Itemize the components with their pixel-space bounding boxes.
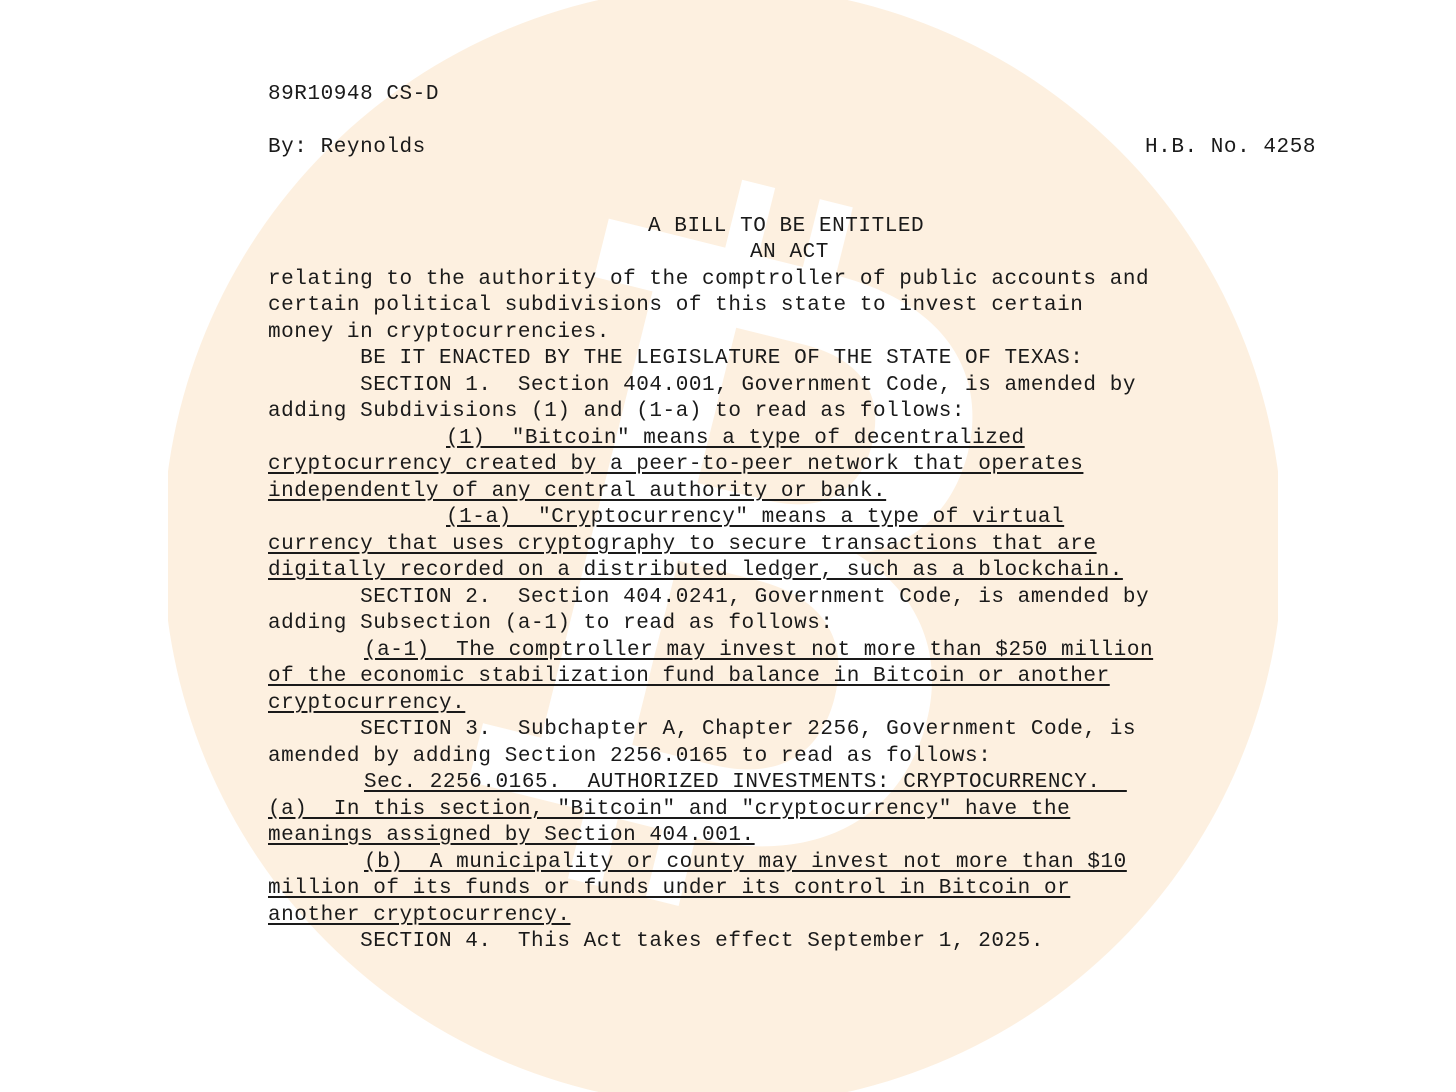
- section-heading: SECTION 3. Subchapter A, Chapter 2256, Government Code, is: [268, 718, 1137, 741]
- amendment-line: independently of any central authority or bank.: [268, 480, 887, 503]
- body-line: adding Subdivisions (1) and (1-a) to read as follows:: [268, 400, 966, 423]
- amendment-line: (b) A municipality or county may invest not more than $10: [364, 851, 1127, 874]
- body-line: amended by adding Section 2256.0165 to read as follows:: [268, 745, 992, 768]
- body-line: adding Subsection (a-1) to read as follows:: [268, 612, 834, 635]
- amendment-line: (a) In this section, "Bitcoin" and "cryptocurrency" have the: [268, 798, 1071, 821]
- amendment-line: of the economic stabilization fund balance in Bitcoin or another: [268, 665, 1110, 688]
- section-heading: SECTION 4. This Act takes effect September 1, 2025.: [268, 930, 1044, 953]
- amendment-line: meanings assigned by Section 404.001.: [268, 824, 755, 847]
- enacting-clause: BE IT ENACTED BY THE LEGISLATURE OF THE STATE OF TEXAS:: [268, 347, 1084, 370]
- body-line: certain political subdivisions of this state to invest certain: [268, 294, 1084, 317]
- bill-code: 89R10948 CS-D: [268, 83, 439, 106]
- amendment-line: digitally recorded on a distributed ledger, such as a blockchain.: [268, 559, 1123, 582]
- amendment-line: (1) "Bitcoin" means a type of decentralized: [446, 427, 1025, 450]
- bill-number: H.B. No. 4258: [1145, 136, 1316, 159]
- amendment-line: million of its funds or funds under its control in Bitcoin or: [268, 877, 1071, 900]
- body-line: money in cryptocurrencies.: [268, 321, 610, 344]
- body-line: relating to the authority of the comptroller of public accounts and: [268, 268, 1150, 291]
- amendment-line: cryptocurrency.: [268, 692, 466, 715]
- bill-title-line2: AN ACT: [750, 241, 829, 264]
- section-heading: SECTION 1. Section 404.001, Government Code, is amended by: [268, 374, 1137, 397]
- bill-author: By: Reynolds: [268, 136, 426, 159]
- bill-title-line1: A BILL TO BE ENTITLED: [648, 215, 925, 238]
- amendment-line: (1-a) "Cryptocurrency" means a type of virtual: [446, 506, 1065, 529]
- amendment-line: (a-1) The comptroller may invest not more than $250 million: [364, 639, 1154, 662]
- amendment-line: Sec. 2256.0165. AUTHORIZED INVESTMENTS: CRYPTOCURRENCY.: [364, 771, 1127, 794]
- amendment-line: another cryptocurrency.: [268, 904, 571, 927]
- section-heading: SECTION 2. Section 404.0241, Government Code, is amended by: [268, 586, 1150, 609]
- amendment-line: currency that uses cryptography to secure transactions that are: [268, 533, 1097, 556]
- amendment-line: cryptocurrency created by a peer-to-peer network that operates: [268, 453, 1084, 476]
